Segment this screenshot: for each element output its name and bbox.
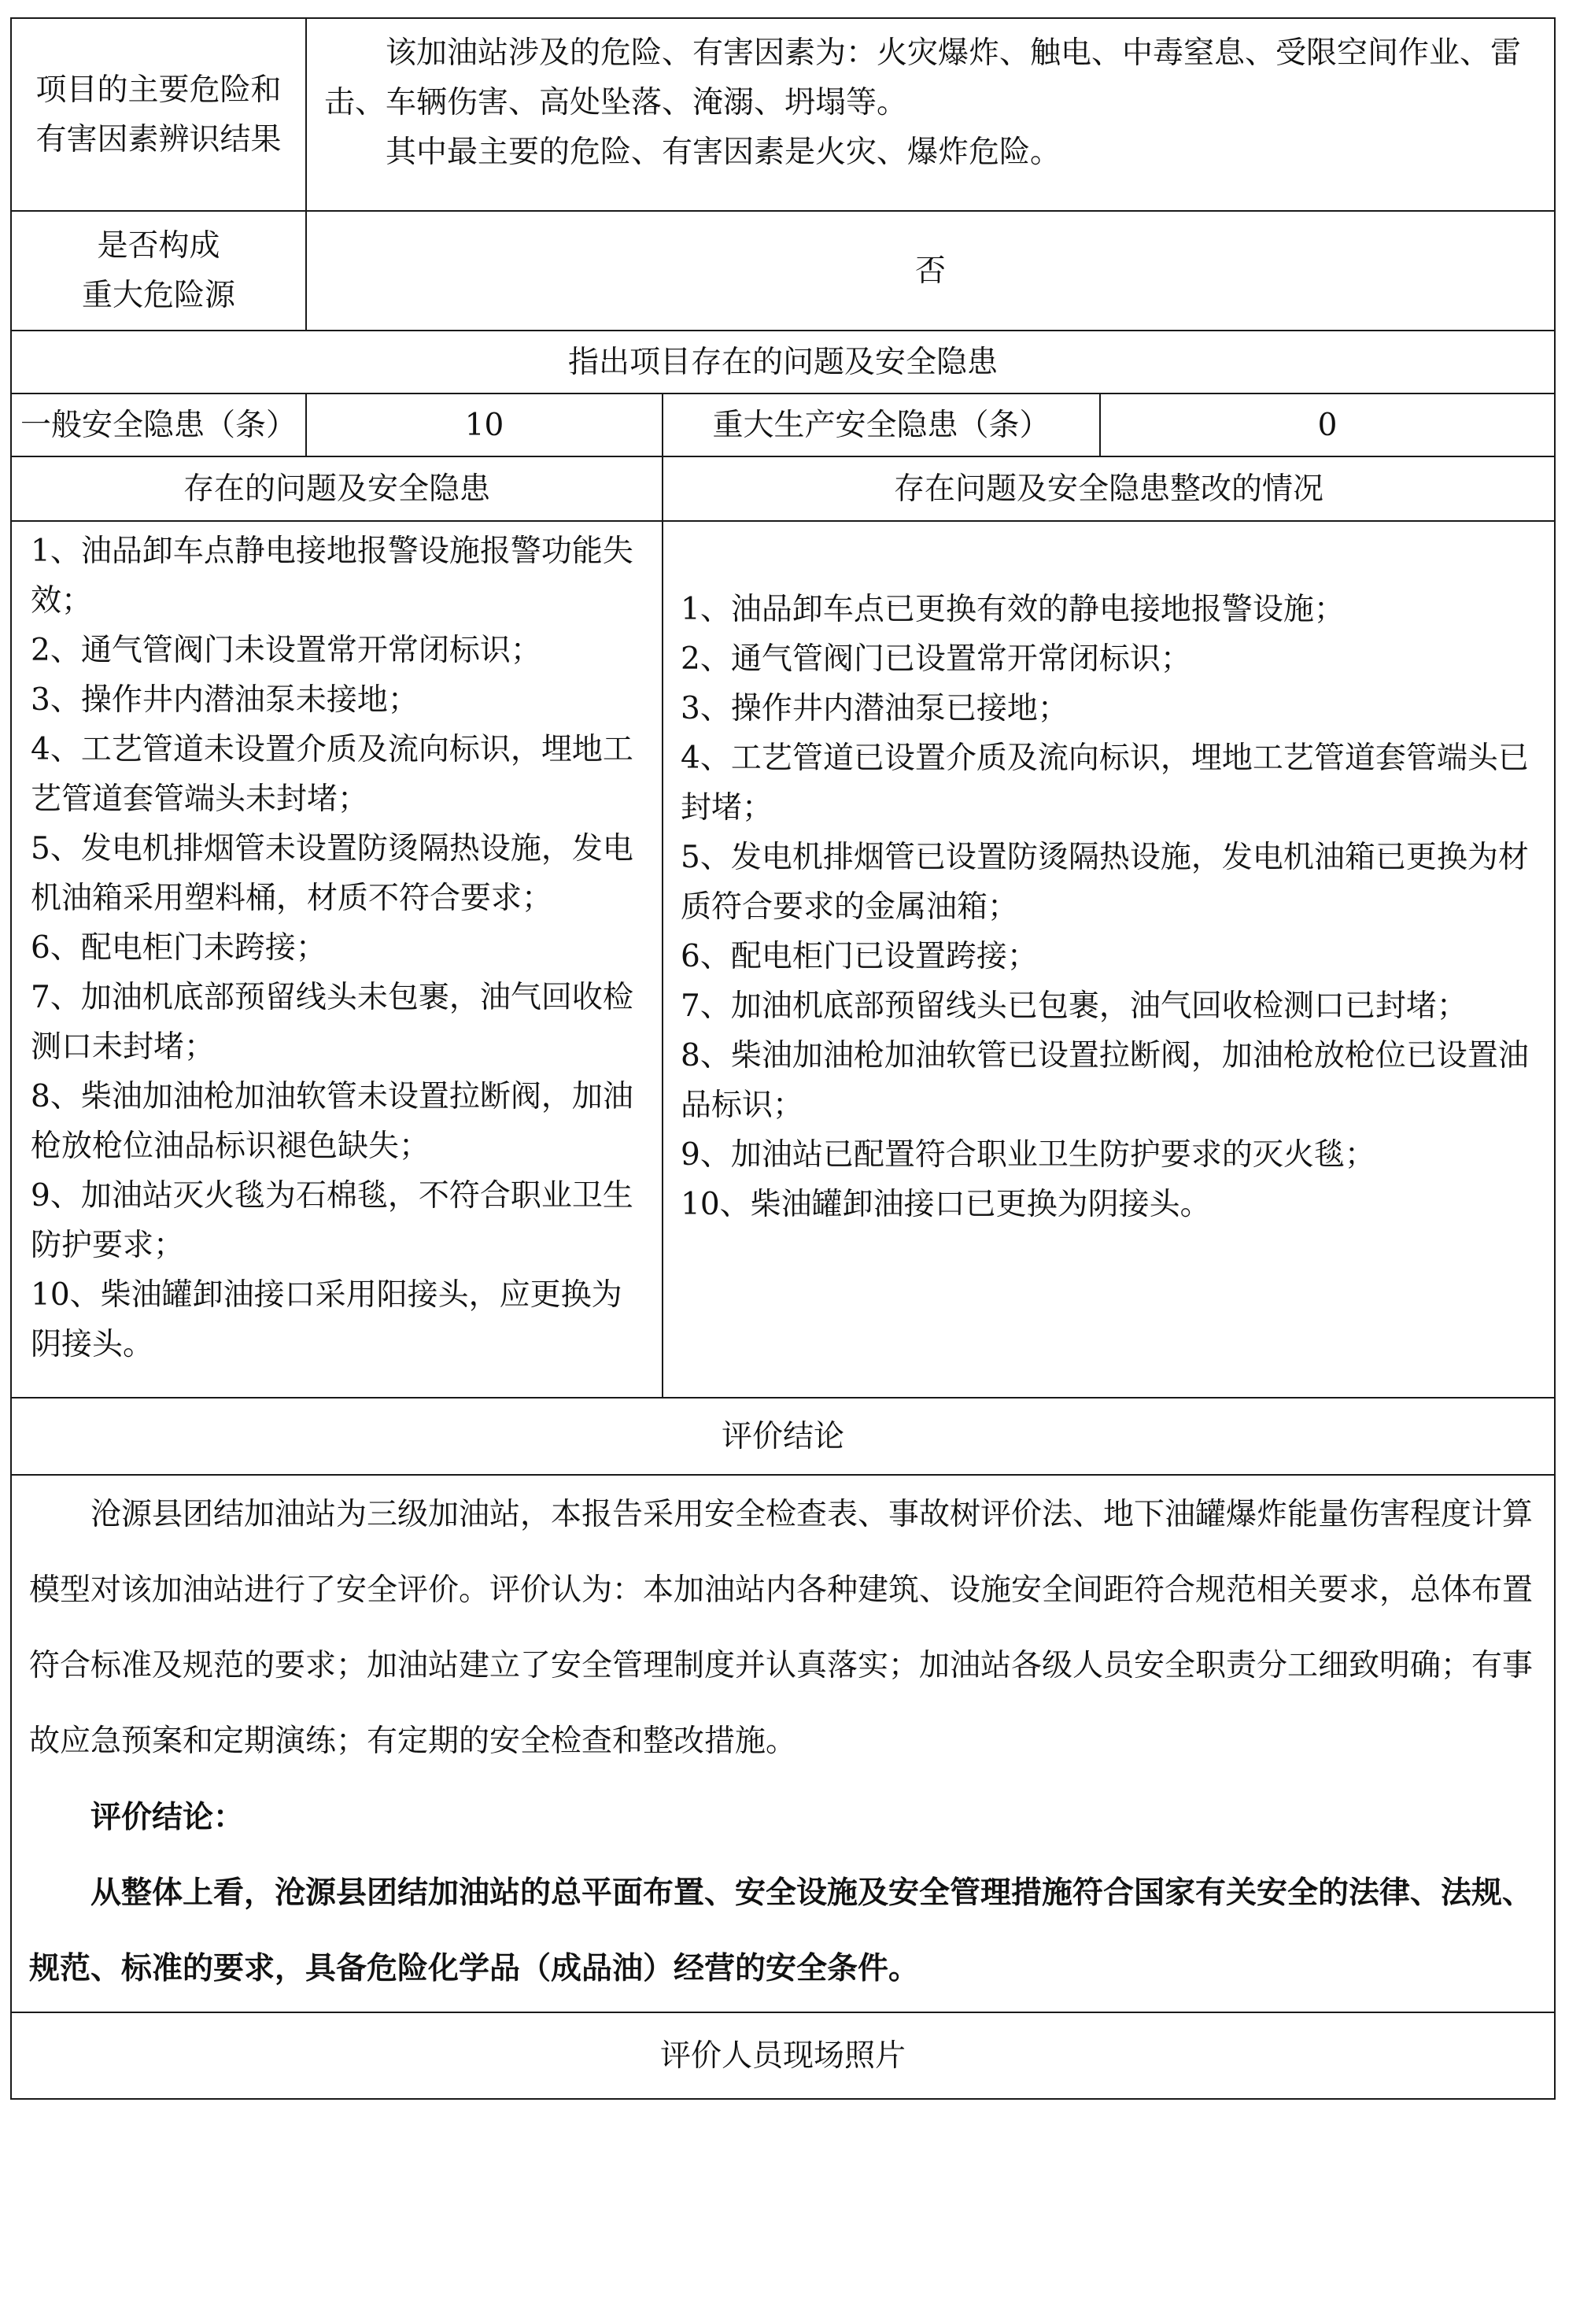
- major-source-value: 否: [306, 211, 1555, 331]
- hazards-label: 项目的主要危险和有害因素辨识结果: [11, 18, 306, 211]
- hazards-paragraph-2: 其中最主要的危险、有害因素是火灾、爆炸危险。: [386, 135, 1061, 170]
- evaluation-header-row: [11, 1398, 1555, 1475]
- assessment-table: [10, 17, 1556, 2100]
- major-source-label: [11, 211, 306, 331]
- rectification-item: 9、加油站已配置符合职业卫生防护要求的灭火毯；: [681, 1137, 1375, 1173]
- issues-header: 指出项目存在的问题及安全隐患: [11, 331, 1555, 393]
- problems-column-header: 存在的问题及安全隐患: [11, 456, 663, 521]
- problem-item: 3、操作井内潜油泵未接地；: [31, 682, 419, 718]
- hazards-row: [11, 18, 1555, 211]
- problems-list: [31, 527, 646, 1369]
- major-hazard-count-label: 重大生产安全隐患（条）: [663, 393, 1100, 456]
- problem-item: 7、加油机底部预留线头未包裹，油气回收检测口未封堵；: [31, 980, 633, 1065]
- rectification-item: 8、柴油加油枪加油软管已设置拉断阀，加油枪放枪位已设置油品标识；: [681, 1038, 1529, 1123]
- problem-item: 8、柴油加油枪加油软管未设置拉断阀，加油枪放枪位油品标识褪色缺失；: [31, 1079, 633, 1164]
- evaluation-paragraph: 沧源县团结加油站为三级加油站，本报告采用安全检查表、事故树评价法、地下油罐爆炸能量伤害程度计算模型对该加油站进行了安全评价。评价认为：本加油站内各种建筑、设施安全间距符合规范相关要求，总体布置符合标准及规范的要求；加油站建立了安全管理制度并认真落实；加油站各级人员安全职责分工细致明确；有事故应急预案和定期演练；有定期的安全检查和整改措施。: [29, 1497, 1534, 1759]
- photos-header: 评价人员现场照片: [11, 2012, 1555, 2099]
- rectification-item: 4、工艺管道已设置介质及流向标识，埋地工艺管道套管端头已封堵；: [681, 741, 1529, 826]
- problem-item: 6、配电柜门未跨接；: [31, 930, 327, 966]
- rectification-item: 5、发电机排烟管已设置防烫隔热设施，发电机油箱已更换为材质符合要求的金属油箱；: [681, 840, 1529, 925]
- rectification-column-header: 存在问题及安全隐患整改的情况: [663, 456, 1555, 521]
- rectification-item: 6、配电柜门已设置跨接；: [681, 939, 1038, 974]
- general-hazard-count-label: 一般安全隐患（条）: [11, 393, 306, 456]
- photos-header-row: [11, 2012, 1555, 2099]
- rectification-cell: [663, 521, 1555, 1398]
- major-source-label-line2: 重大危险源: [82, 278, 236, 313]
- rectification-item: 1、油品卸车点已更换有效的静电接地报警设施；: [681, 592, 1345, 627]
- evaluation-header: 评价结论: [11, 1398, 1555, 1475]
- counts-row: [11, 393, 1555, 456]
- rectification-item: 3、操作井内潜油泵已接地；: [681, 691, 1069, 726]
- problem-item: 1、油品卸车点静电接地报警设施报警功能失效；: [31, 534, 633, 619]
- rectification-list: [681, 585, 1537, 1229]
- issues-lists-row: [11, 521, 1555, 1398]
- problem-item: 5、发电机排烟管未设置防烫隔热设施，发电机油箱采用塑料桶，材质不符合要求；: [31, 831, 633, 916]
- issues-header-row: [11, 331, 1555, 393]
- major-source-row: [11, 211, 1555, 331]
- rectification-item: 10、柴油罐卸油接口已更换为阴接头。: [681, 1187, 1211, 1222]
- problem-item: 9、加油站灭火毯为石棉毯，不符合职业卫生防护要求；: [31, 1178, 633, 1263]
- conclusion-text: 从整体上看，沧源县团结加油站的总平面布置、安全设施及安全管理措施符合国家有关安全的法律、法规、规范、标准的要求，具备危险化学品（成品油）经营的安全条件。: [29, 1875, 1534, 1986]
- problem-item: 4、工艺管道未设置介质及流向标识，埋地工艺管道套管端头未封堵；: [31, 732, 633, 817]
- evaluation-body-row: [11, 1475, 1555, 2012]
- rectification-item: 7、加油机底部预留线头已包裹，油气回收检测口已封堵；: [681, 988, 1467, 1024]
- general-hazard-count-value: 10: [306, 393, 663, 456]
- assessment-form: [10, 17, 1554, 2100]
- major-hazard-count-value: 0: [1100, 393, 1555, 456]
- problem-item: 2、通气管阀门未设置常开常闭标识；: [31, 633, 541, 668]
- conclusion-label: 评价结论：: [90, 1799, 245, 1835]
- rectification-item: 2、通气管阀门已设置常开常闭标识；: [681, 641, 1191, 677]
- major-source-label-line1: 是否构成: [97, 228, 220, 264]
- hazards-paragraph-1: 该加油站涉及的危险、有害因素为：火灾爆炸、触电、中毒窒息、受限空间作业、雷击、车辆伤害、高处坠落、淹溺、坍塌等。: [324, 35, 1522, 120]
- columns-header-row: [11, 456, 1555, 521]
- problem-item: 10、柴油罐卸油接口采用阳接头，应更换为阴接头。: [31, 1277, 622, 1362]
- hazards-content: [306, 18, 1555, 211]
- evaluation-body: [11, 1475, 1555, 2012]
- problems-cell: [11, 521, 663, 1398]
